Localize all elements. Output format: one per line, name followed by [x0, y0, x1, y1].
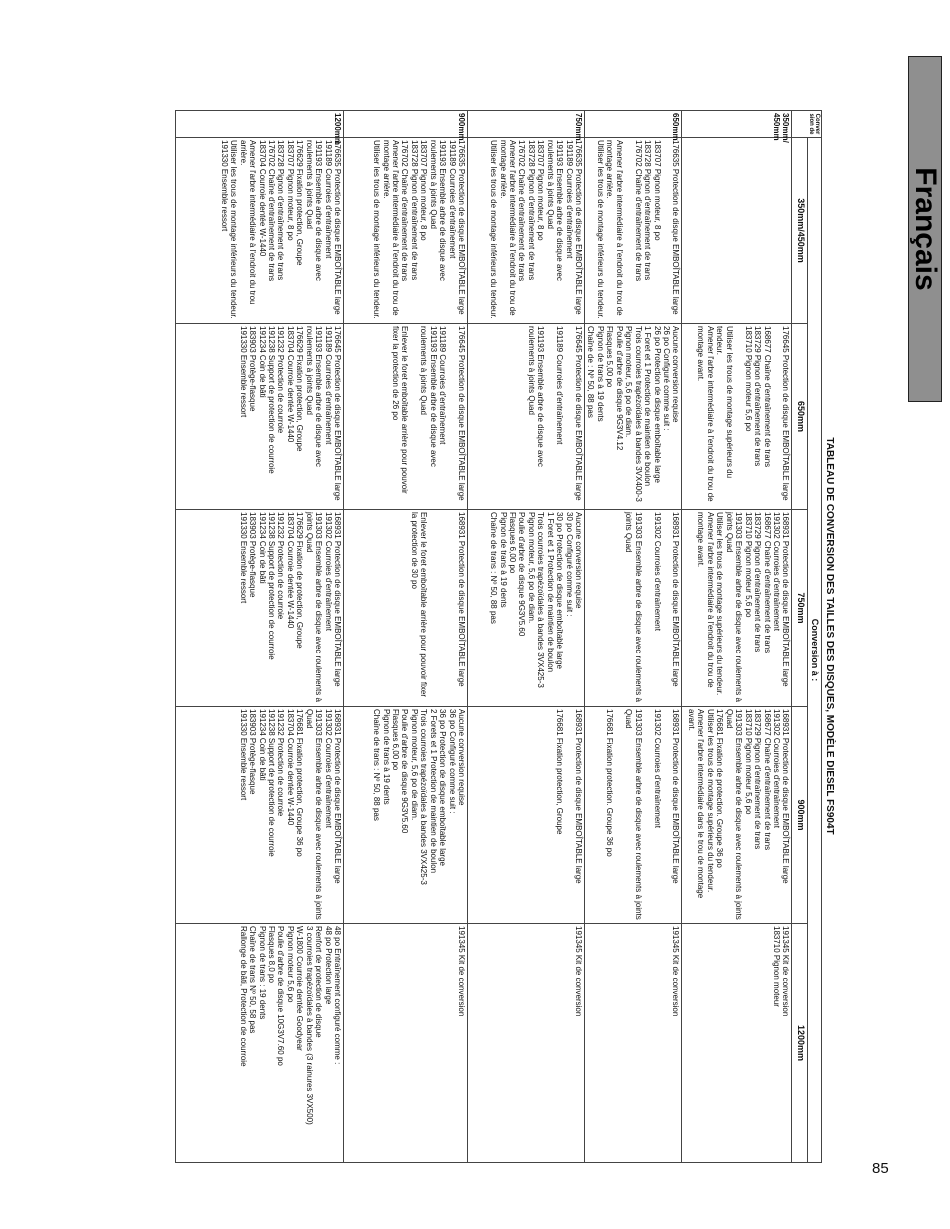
table-cell: 168931 Protection de disque EMBOÎTABLE large 191302 Courroies d'entraînement 168677 Chaîne d'entraînement de trans 183729 Pignon d'entraînement de trans 183710 Pignon moteur 5,6 po 191303 Ensemble arbre de disque avec roulements à joints Quad 176681 Fixation de protection. Groupe 36 po Utiliser les trous de montage supérieurs du tendeur. Amener l'arbre intermédiaire dans le trou de montage avant.	[682, 707, 792, 924]
table-cell: 191345 Kit de conversion 183710 Pignon moteur	[682, 924, 792, 1163]
table-cell: 48 po Entraînement configuré comme : 48 po Protection large Renfort de protection de disque 3 courroies trapézoïdales à bandes (3 rainures 3VX500) W-1800 Courroie dentée Goodyear Pignon moteur 5,6 po Poulie d'arbre de disque 10G3V7.60 po Flasques 8,0 po Pignon de trans : 19 dents Chaîne de trans Nº 50, 58 pas Rallonge de bâti, Protection de courroie	[176, 924, 344, 1163]
table-cell: 168931 Protection de disque EMBOÎTABLE large 191302 Courroies d'entraînement 191303 Ensemble arbre de disque avec roulements à joints Quad 176629 Fixation de protection, Groupe 183704 Courroie dentée W-1440 191232 Protection de courroie 191238 Support de protection de courroie 191234 Coin de bâti 183903 Protège-flasque 191330 Ensemble ressort	[176, 510, 344, 707]
table-cell: 176645 Protection de disque EMBOÎTABLE large 191189 Courroies d'entraînement 191193 Ensemble arbre de disque avec roulements à joints Quad 176629 Fixation protection, Groupe 183704 Courroie dentée W-1440 191232 Protection de courroie 191238 Support de protection de courroie 191234 Coin de bâti 183903 Protège-flasque 191330 Ensemble ressort	[176, 324, 344, 510]
table-cell: 168931 Protection de disque EMBOÎTABLE large 191302 Courroies d'entraînement 168677 Chaîne d'entraînement de trans 183729 Pignon d'entraînement de trans 183710 Pignon moteur 5,6 po 191303 Ensemble arbre de disque avec roulements à joints Quad Utiliser les trous de montage supérieurs du tendeur. Amener l'arbre intermédiaire à l'endroit du trou de montage avant.	[682, 510, 792, 707]
conversion-table	[175, 110, 822, 1163]
row-header: 1200mm	[176, 111, 344, 138]
table-cell: 191345 Kit de conversion	[468, 924, 585, 1163]
document-title: TABLEAU DE CONVERSION DES TAILLES DES DISQUES, MODÈLE DIESEL FS904T	[824, 437, 835, 835]
conversion-header: Conversion à :	[808, 138, 822, 1163]
column-header: 1200mm	[792, 924, 808, 1163]
corner-header: Conver sion de	[792, 111, 822, 138]
table-row	[682, 111, 792, 1163]
column-header: 900mm	[792, 707, 808, 924]
table-cell: 168931 Protection de disque EMBOÎTABLE large 191302 Courroies d'entraînement 191303 Ensemble arbre de disque avec roulements à joints Quad 176681 Fixation protection, Groupe 36 po 183704 Courroie dentée W-1440 191232 Protection de courroie 191238 Support de protection de courroie 191234 Coin de bâti 183903 Protège-flasque 191330 Ensemble ressort	[176, 707, 344, 924]
column-header: 750mm	[792, 510, 808, 707]
table-cell: 191345 Kit de conversion	[344, 924, 468, 1163]
language-tab-label: Français	[909, 167, 942, 291]
column-header: 350mm/450mm	[792, 138, 808, 324]
table-cell: 176635 Protection de disque EMBOÎTABLE large 183707 Pignon moteur, 8 po 183728 Pignon d'entraînement de trans 176702 Chaîne d'entraînement de trans Amener l'arbre intermédiaire à l'endroit du trou de montage arrière. Utiliser les trous de montage inférieurs du tendeur.	[585, 138, 682, 324]
table-row	[585, 111, 682, 1163]
table-cell: Aucune conversion requise 26 po Configuré comme suit : 26 po Protection de disque emboîtable large 1 Foret et 1 Protection de maintien de boulon Trois courroies trapézoïdales à bandes 3VX400-3 Pignon moteur, 5,6 po de diam. Poulie d'arbre de disque 9G3V4.12 Flasques 5,00 po Pignon de trans à 19 dents Chaîne de : Nº 50, 88 pas	[585, 324, 682, 510]
table-cell: 176645 Protection de disque EMBOÎTABLE large 191189 Courroies d'entraînement 191193 Ensemble arbre de disque avec roulements à joints Quad	[468, 324, 585, 510]
table-cell: Aucune conversion requise 30 po Configuré comme suit : 30 po Protection de disque emboîtable large 1 Foret et 1 Protection de maintien de boulon Trois courroies trapézoïdales à bandes 3VX425-3 Pignon moteur, 5,6 po de diam. Poulie d'arbre de disque 9G3V5.60 Flasques 6,00 po Pignon de trans à 19 dents Chaîne de trans : Nº 50, 88 pas	[468, 510, 585, 707]
table-row	[176, 111, 344, 1163]
row-header: 350mm/ 450mm	[682, 111, 792, 138]
table-cell: Aucune conversion requise 36 po Configuré comme suit : 36 po Protection de disque emboîtable large 2 Forets et 1 Protection de maintien de boulon Trois courroies trapézoïdales à bandes 3VX425-3 Pignon moteur, 5,6 po de diam. Poulie d'arbre de disque 9G3V5.60 Flasques 6,00 po Pignon de trans à 19 dents Chaîne de trans : Nº 50, 88 pas	[344, 707, 468, 924]
column-header: 650mm	[792, 324, 808, 510]
table-cell: 176645 Protection de disque EMBOÎTABLE large 191189 Courroies d'entraînement 191193 Ensemble arbre de disque avec roulements à joints Quad Enlever le foret emboîtable arrière pour pouvoir fixer la protection de 26 po	[344, 324, 468, 510]
table-row	[344, 111, 468, 1163]
table-cell: 168931 Protection de disque EMBOÎTABLE large 176681 Fixation protection, Groupe	[468, 707, 585, 924]
table-cell: 191345 Kit de conversion	[585, 924, 682, 1163]
table-cell	[682, 138, 792, 324]
table-cell: 168931 Protection de disque EMBOÎTABLE large Enlever le foret emboîtable arrière pour pouvoir fixer la protection de 30 po	[344, 510, 468, 707]
table-cell: 176635 Protection de disque EMBOÎTABLE large 191189 Courroies d'entraînement 191193 Ensemble arbre de disque avec roulements à joints Quad 183707 Pignon moteur, 8 po 183728 Pignon d'entraînement de trans 176702 Chaîne d'entraînement de trans Amener l'arbre intermédiaire à l'endroit du trou de montage arrière. Utiliser les trous de montage inférieurs du tendeur.	[468, 138, 585, 324]
table-cell: 168931 Protection de disque EMBOÎTABLE large 191302 Courroies d'entraînement 191303 Ensemble arbre de disque avec roulements à joints Quad 176681 Fixation protection. Groupe 36 po	[585, 707, 682, 924]
conversion-table-block	[135, 110, 836, 1162]
table-cell: 176635 Protection de disque EMBOÎTABLE large 191189 Courroies d'entraînement 191193 Ensemble arbre de disque avec roulements à joints Quad 176629 Fixation protection, Groupe 183707 Pignon moteur, 8 po 183728 Pignon d'entraînement de trans 176702 Chaîne d'entraînement de trans 183704 Courroie dentée W-1440 Amener l'arbre intermédiaire à l'endroit du trou arrière. Utiliser les trous de montage inférieurs du tendeur. 191330 Ensemble ressort	[176, 138, 344, 324]
language-tab	[908, 56, 942, 402]
table-cell: 168931 Protection de disque EMBOÎTABLE large 191302 Courroies d'entraînement 191303 Ensemble arbre de disque avec roulements à joints Quad	[585, 510, 682, 707]
table-cell: 176645 Protection de disque EMBOÎTABLE large 168677 Chaîne d'entraînement de trans 183729 Pignon d'entraînement de trans 183710 Pignon moteur 5,6 po Utiliser les trous de montage supérieurs du tendeur. Amener l'arbre intermédiaire à l'endroit du trou de montage avant.	[682, 324, 792, 510]
table-cell: 176635 Protection de disque EMBOÎTABLE large 191189 Courroies d'entraînement 191193 Ensemble arbre de disque avec roulements à joints Quad 183707 Pignon moteur, 8 po 183728 Pignon d'entraînement de trans 176702 Chaîne d'entraînement de trans Amener l'arbre intermédiaire à l'endroit du trou de montage arrière. Utiliser les trous de montage inférieurs du tendeur.	[344, 138, 468, 324]
page-number: 85	[872, 1160, 889, 1177]
table-row	[468, 111, 585, 1163]
row-header: 650mm	[585, 111, 682, 138]
row-header: 750mm	[468, 111, 585, 138]
row-header: 900mm	[344, 111, 468, 138]
